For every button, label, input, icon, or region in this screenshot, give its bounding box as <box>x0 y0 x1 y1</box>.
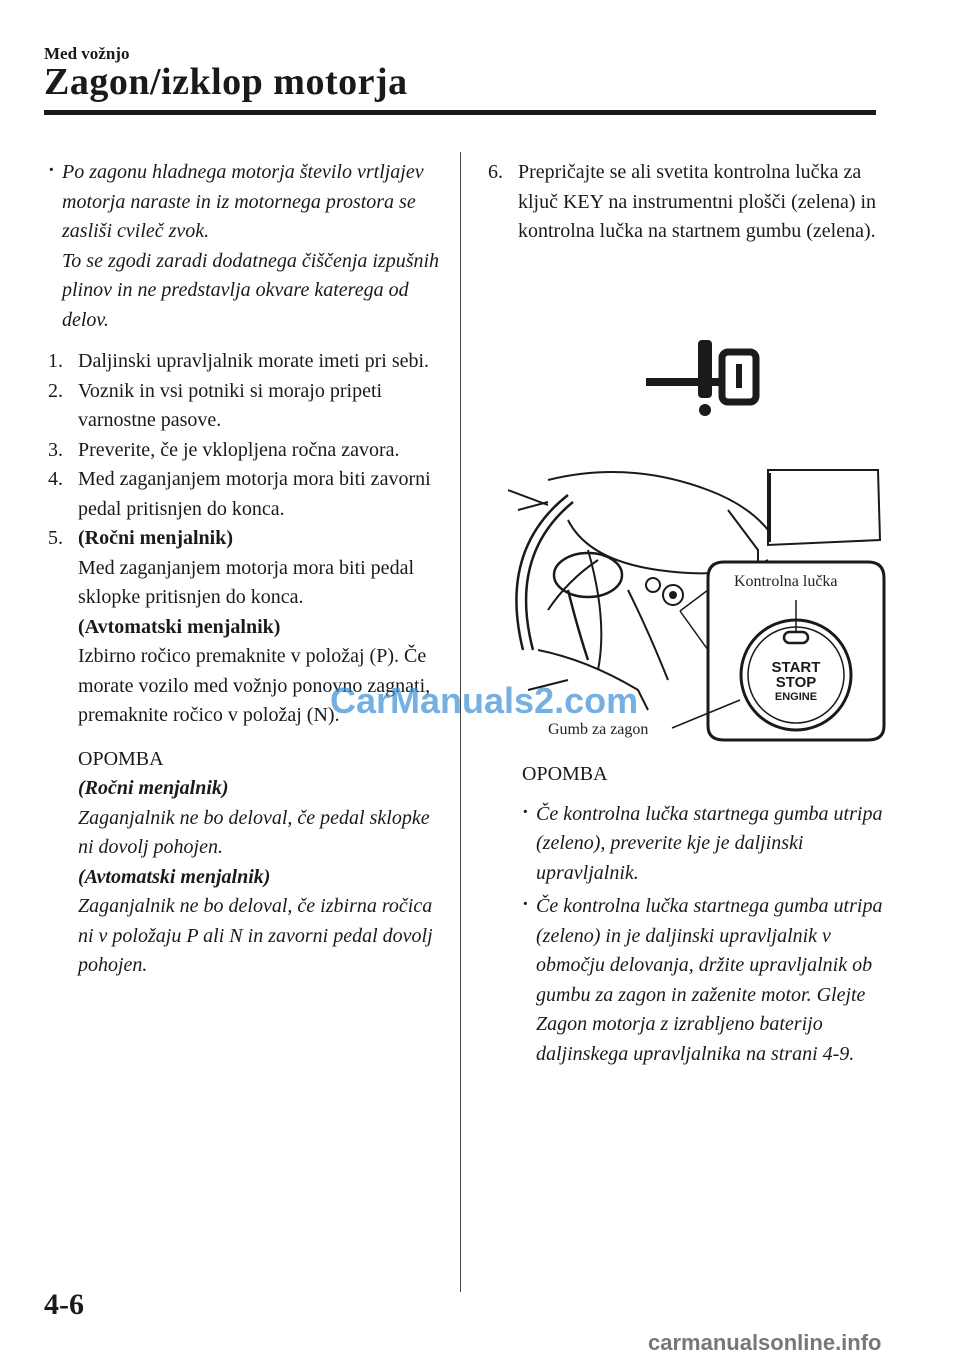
note-right <box>522 760 892 1073</box>
label-start-button: Gumb za zagon <box>548 721 649 738</box>
step-text: Prepričajte se ali svetita kontrolna lučka za ključ KEY na instrumentni plošči (zelena) in kontrolna lučka na startnem gumbu (zelena). <box>518 161 877 242</box>
watermark: CarManuals2.com <box>330 680 639 721</box>
step-4 <box>48 465 440 524</box>
note-manual-heading: (Ročni menjalnik) <box>78 777 229 799</box>
step-6 <box>488 158 888 247</box>
step-number: 1. <box>48 350 63 372</box>
left-column <box>48 158 440 981</box>
cold-start-bullet <box>48 158 440 335</box>
title-rule <box>44 110 876 115</box>
key-warning-icon <box>646 340 756 416</box>
note-title: OPOMBA <box>78 747 164 770</box>
button-text-start: START <box>771 659 821 676</box>
auto-heading: (Avtomatski menjalnik) <box>78 615 281 638</box>
column-divider <box>460 152 461 1292</box>
manual-heading: (Ročni menjalnik) <box>78 527 233 549</box>
step-2 <box>48 377 440 436</box>
button-text-engine: ENGINE <box>774 691 818 703</box>
steering-wheel <box>516 495 622 660</box>
bullet-text-2: To se zgodi zaradi dodatnega čiščenja izpušnih plinov in ne predstavlja okvare katerega od delov. <box>62 249 440 331</box>
bullet-text-1: · Po zagonu hladnega motorja število vrtljajev motorja naraste in iz motornega prostora se zasliši cvileč zvok. <box>62 161 424 242</box>
step-number: 6. <box>488 161 503 183</box>
manual-text: Med zaganjanjem motorja mora biti pedal sklopke pritisnjen do konca. <box>78 556 414 608</box>
label-indicator-light: Kontrolna lučka <box>734 573 838 590</box>
step-number: 5. <box>48 527 63 549</box>
step-text: Preverite, če je vklopljena ročna zavora. <box>78 438 400 461</box>
indicator-light <box>784 632 808 643</box>
note-title: OPOMBA <box>522 763 608 785</box>
auto-text: Izbirno ročico premaknite v položaj (P). Če morate vozilo med vožnjo ponovno zagnati, premaknite ročico v položaj (N). <box>78 645 431 726</box>
section-label: Med vožnjo <box>44 44 130 63</box>
right-column <box>488 158 888 247</box>
note-bullet-2: · Če kontrolna lučka startnega gumba utripa (zeleno) in je daljinski upravljalnik v območju delovanja, držite upravljalnik ob gumbu za zagon in zaženite motor. Glejte Zagon motorja z izrabljeno baterijo daljinskega upravljalnika na strani 4-9. <box>522 892 892 1069</box>
step-1 <box>48 347 440 377</box>
step-text: Voznik in vsi potniki si morajo pripeti varnostne pasove. <box>78 379 383 431</box>
page-number: 4-6 <box>44 1288 84 1321</box>
step-text: Daljinski upravljalnik morate imeti pri sebi. <box>78 350 430 372</box>
step-text: Med zaganjanjem motorja mora biti zavorni pedal pritisnjen do konca. <box>78 468 431 520</box>
step-number: 2. <box>48 379 63 402</box>
page-title: Zagon/izklop motorja <box>44 61 408 103</box>
site-watermark: carmanualsonline.info <box>648 1330 882 1355</box>
note-manual-text: Zaganjalnik ne bo deloval, če pedal sklopke ni dovolj pohojen. <box>78 806 430 858</box>
note-left <box>48 745 440 981</box>
step-number: 3. <box>48 438 63 461</box>
note-auto-text: Zaganjalnik ne bo deloval, če izbirna ročica ni v položaju P ali N in zavorni pedal dovolj pohojen. <box>78 895 433 976</box>
button-text-stop: STOP <box>775 674 817 691</box>
note-auto-heading: (Avtomatski menjalnik) <box>78 865 271 888</box>
step-3 <box>48 436 440 466</box>
step-number: 4. <box>48 468 63 490</box>
note-bullet-1: · Če kontrolna lučka startnega gumba utripa (zeleno), preverite kje je daljinski upravljalnik. <box>522 800 892 889</box>
